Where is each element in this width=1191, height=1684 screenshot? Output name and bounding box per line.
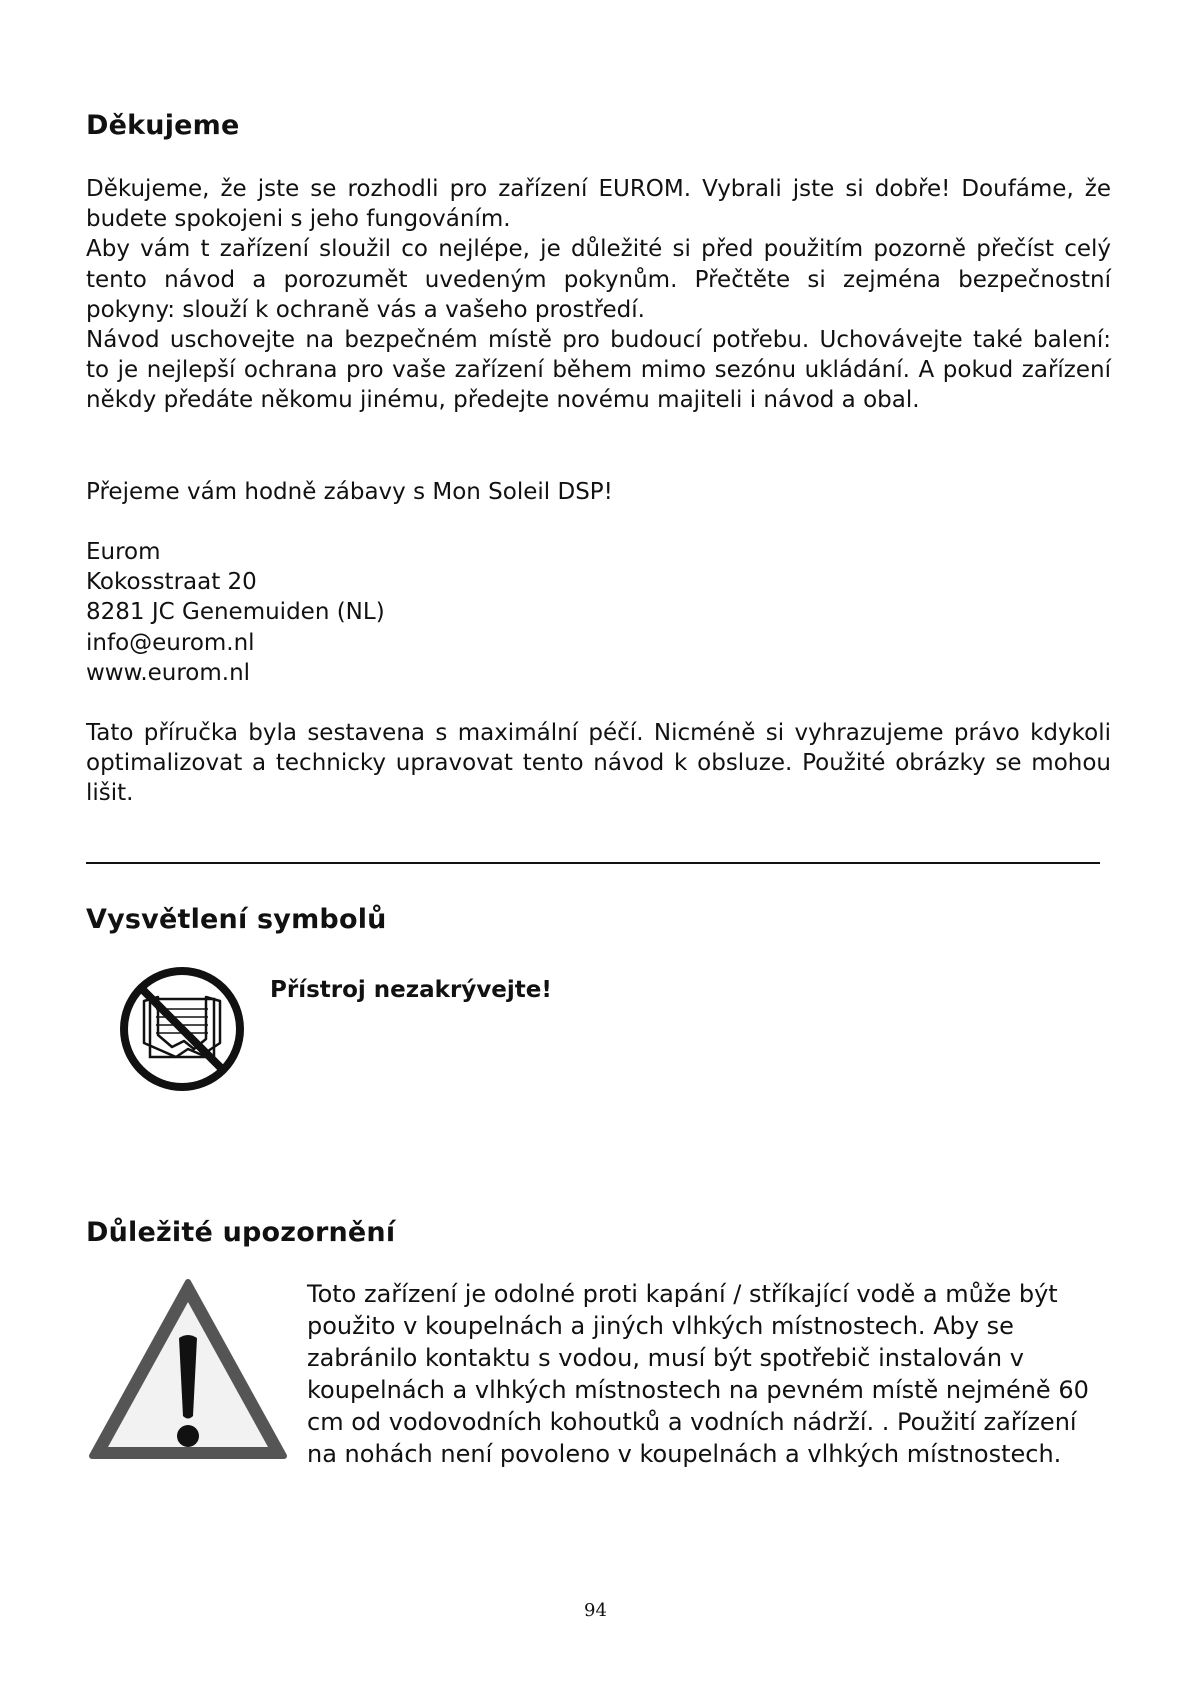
city-address: 8281 JC Genemuiden (NL) <box>86 599 385 626</box>
symbol-label: Přístroj nezakrývejte! <box>270 977 552 1003</box>
do-not-cover-icon <box>118 965 246 1093</box>
page-number: 94 <box>584 1600 607 1621</box>
thanks-body <box>86 174 1111 416</box>
warning-heading: Důležité upozornění <box>86 1217 396 1248</box>
thanks-heading: Děkujeme <box>86 110 240 141</box>
warning-triangle-icon <box>87 1276 289 1462</box>
website-address: www.eurom.nl <box>86 659 251 686</box>
company-address <box>86 537 385 688</box>
thanks-paragraph: Aby vám t zařízení sloužil co nejlépe, je důležité si před použitím pozorně přečíst celý tento návod a porozumět uvedeným pokynům. Přečtěte si zejména bezpečnostní pokyny: slouží k ochraně vás a vašeho prostředí. <box>86 236 1111 323</box>
wish-text: Přejeme vám hodně zábavy s Mon Soleil DSP! <box>86 479 613 505</box>
warning-text: Toto zařízení je odolné proti kapání / stříkající vodě a může být použito v koupelnách a jiných vlhkých místnostech. Aby se zabránilo kontaktu s vodou, musí být spotřebič instalován v koupelnách a vlhkých místnostech na pevném místě nejméně 60 cm od vodovodních kohoutků a vodních nádrží. . Použití zařízení na nohách není povoleno v koupelnách a vlhkých místnostech. <box>307 1280 1089 1468</box>
thanks-paragraph: Děkujeme, že jste se rozhodli pro zařízení EUROM. Vybrali jste si dobře! Doufáme, že budete spokojeni s jeho fungováním. <box>86 176 1111 233</box>
street-address: Kokosstraat 20 <box>86 569 257 596</box>
email-address: info@eurom.nl <box>86 629 255 656</box>
manual-disclaimer: Tato příručka byla sestavena s maximální péčí. Nicméně si vyhrazujeme právo kdykoli optimalizovat a technicky upravovat tento návod k obsluze. Použité obrázky se mohou lišit. <box>86 720 1111 807</box>
company-name: Eurom <box>86 539 161 565</box>
symbols-heading: Vysvětlení symbolů <box>86 904 387 935</box>
thanks-paragraph: Návod uschovejte na bezpečném místě pro budoucí potřebu. Uchovávejte také balení: to je nejlepší ochrana pro vaše zařízení během mimo sezónu ukládání. A pokud zařízení někdy předáte někomu jinému, předejte novému majiteli i návod a obal. <box>86 327 1111 414</box>
section-divider <box>86 862 1100 864</box>
